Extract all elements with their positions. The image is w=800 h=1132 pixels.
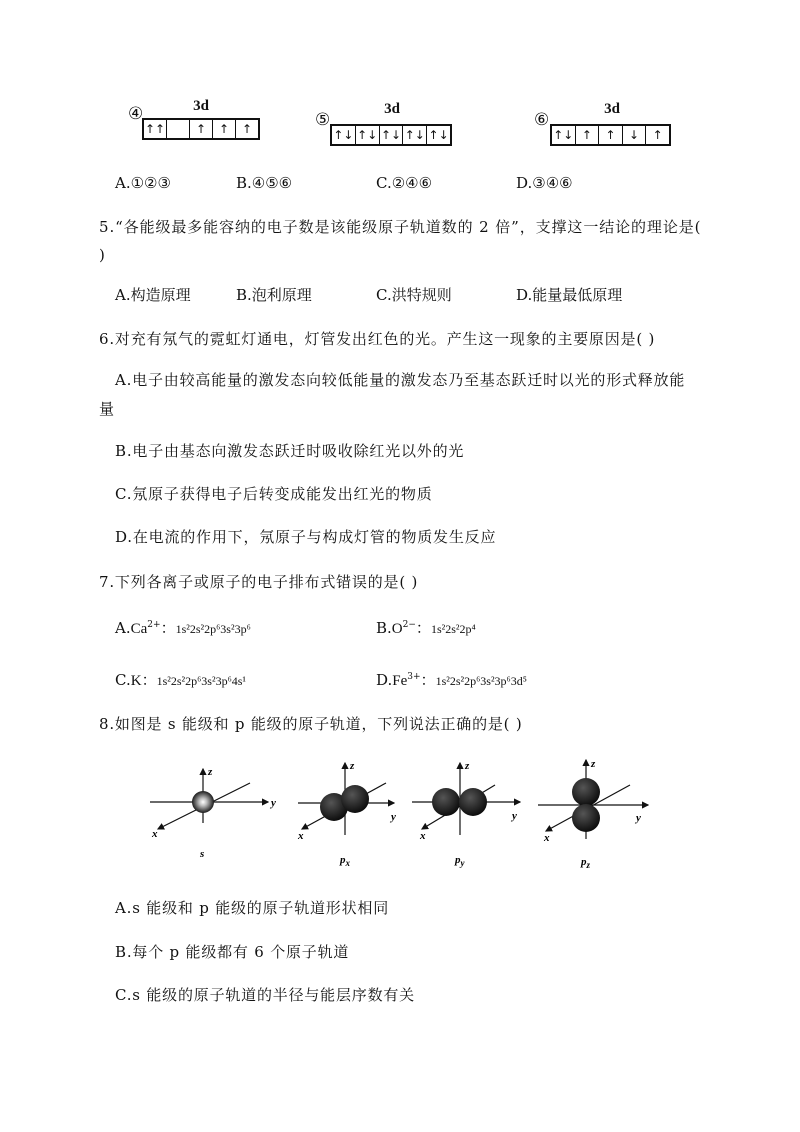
option-c[interactable] (115, 670, 246, 693)
orbital-cell: ↑ (599, 126, 623, 144)
orbital-cell: ↑↓ (552, 126, 576, 144)
axis-label-z: z (208, 766, 213, 778)
axis-label-z: z (350, 760, 355, 772)
option-b[interactable]: B.每个 p 能级都有 6 个原子轨道 (115, 943, 350, 961)
orbital-cell: ↑ (241, 122, 253, 136)
diagram-number: ⑥ (534, 110, 550, 130)
electron-config: 1s²2s²2p⁴ (430, 622, 476, 636)
orbital-cell: ↑ (576, 126, 600, 144)
option-letter: B. (376, 619, 392, 637)
charge: 3+ (407, 672, 421, 682)
option-a[interactable]: A.电子由较高能量的激发态向较低能量的激发态乃至基态跃迁时以光的形式释放能 (115, 371, 686, 389)
diagram-number: ⑤ (315, 110, 331, 130)
orbital-cell (167, 120, 190, 138)
px-orbital-panel (297, 760, 396, 868)
option-letter: C. (115, 671, 131, 689)
axis-label-x: x (544, 832, 550, 844)
orbital-cell: ↑ (213, 120, 236, 138)
orbital-cell: ↑↓ (403, 126, 427, 144)
orbital-cell: ↓ (623, 126, 647, 144)
option-d[interactable]: D.③④⑥ (516, 174, 573, 192)
s-orbital-panel (150, 766, 276, 860)
charge: 2− (402, 620, 416, 630)
axis-label-y: y (636, 812, 641, 824)
axis-label-y: y (391, 811, 396, 823)
pz-lobe (572, 804, 600, 832)
diagram-number: ④ (128, 104, 144, 124)
orbital-figure (140, 755, 660, 875)
electron-config: 1s²2s²2p⁶3s²3p⁶4s¹ (156, 674, 247, 688)
py-lobe (459, 788, 487, 816)
question-stem: 6.对充有氖气的霓虹灯通电，灯管发出红色的光。产生这一现象的主要原因是( ) (99, 330, 656, 348)
axis-label-z: z (465, 760, 470, 772)
axis-label-x: x (420, 830, 426, 842)
orbital-cell: ↑↑ (144, 122, 166, 136)
species: Ca (130, 621, 148, 637)
py-lobe (432, 788, 460, 816)
option-a[interactable]: A.①②③ (115, 174, 171, 192)
option-a[interactable]: A.s 能级和 p 能级的原子轨道形状相同 (115, 899, 390, 917)
orbital-cell: ↑↓ (428, 128, 449, 142)
orbital-label: 3d (193, 98, 209, 114)
orbital-cell: ↑ (190, 120, 213, 138)
option-a[interactable] (115, 618, 251, 641)
caption-px: $p_x$ (340, 854, 350, 868)
orbital-label: 3d (604, 101, 620, 117)
orbital-cell: ↑↓ (332, 126, 356, 144)
option-b[interactable]: B.电子由基态向激发态跃迁时吸收除红光以外的光 (115, 442, 465, 460)
question-stem: 7.下列各离子或原子的电子排布式错误的是( ) (99, 573, 419, 591)
option-b[interactable]: B.④⑤⑥ (236, 174, 293, 192)
orbital-box (550, 124, 671, 146)
s-orbital-sphere (192, 791, 214, 813)
caption-s: s (200, 848, 205, 860)
px-lobe (341, 785, 369, 813)
option-d[interactable]: D.能量最低原理 (516, 286, 623, 304)
caption-pz: $p_z$ (581, 856, 591, 870)
axis-label-z: z (591, 758, 596, 770)
option-c[interactable]: C.s 能级的原子轨道的半径与能层序数有关 (115, 986, 415, 1004)
option-letter: D. (376, 671, 393, 689)
species: Fe (392, 673, 408, 689)
option-c[interactable]: C.②④⑥ (376, 174, 433, 192)
option-c[interactable]: C.洪特规则 (376, 286, 452, 304)
orbital-cell: ↑↓ (380, 126, 404, 144)
species: K (130, 673, 142, 689)
orbital-box (142, 118, 260, 140)
pz-lobe (572, 778, 600, 806)
option-d[interactable]: D.在电流的作用下，氖原子与构成灯管的物质发生反应 (115, 528, 497, 546)
charge: 2+ (147, 620, 161, 630)
option-a-cont[interactable]: 量 (99, 400, 115, 418)
colon: ： (141, 671, 157, 689)
question-stem: 8.如图是 s 能级和 p 能级的原子轨道，下列说法正确的是( ) (99, 715, 523, 733)
option-b[interactable]: B.泡利原理 (236, 286, 312, 304)
colon: ： (160, 619, 176, 637)
option-b[interactable] (376, 618, 476, 641)
caption-py: $p_y$ (455, 854, 465, 868)
axis-label-y: y (512, 810, 517, 822)
axis-label-y: y (271, 797, 276, 809)
orbital-cell: ↑↓ (356, 126, 380, 144)
option-a[interactable]: A.构造原理 (115, 286, 191, 304)
py-orbital-panel (412, 760, 520, 868)
orbital-label: 3d (384, 101, 400, 117)
question-stem: 5.“各能级最多能容纳的电子数是该能级原子轨道数的 2 倍”，支撑这一结论的理论是( (99, 218, 702, 236)
option-c[interactable]: C.氖原子获得电子后转变成能发出红光的物质 (115, 485, 433, 503)
orbital-cell: ↑ (652, 128, 663, 142)
species: O (391, 621, 403, 637)
orbital-box (330, 124, 452, 146)
axis-label-x: x (152, 828, 158, 840)
electron-config: 1s²2s²2p⁶3s²3p⁶3d⁵ (435, 674, 527, 688)
colon: ： (415, 619, 431, 637)
axis-label-x: x (298, 830, 304, 842)
pz-orbital-panel (538, 758, 648, 870)
option-letter: A. (115, 619, 131, 637)
option-d[interactable] (376, 670, 527, 693)
electron-config: 1s²2s²2p⁶3s²3p⁶ (175, 622, 251, 636)
colon: ： (420, 671, 436, 689)
question-stem-cont: ) (99, 246, 105, 264)
